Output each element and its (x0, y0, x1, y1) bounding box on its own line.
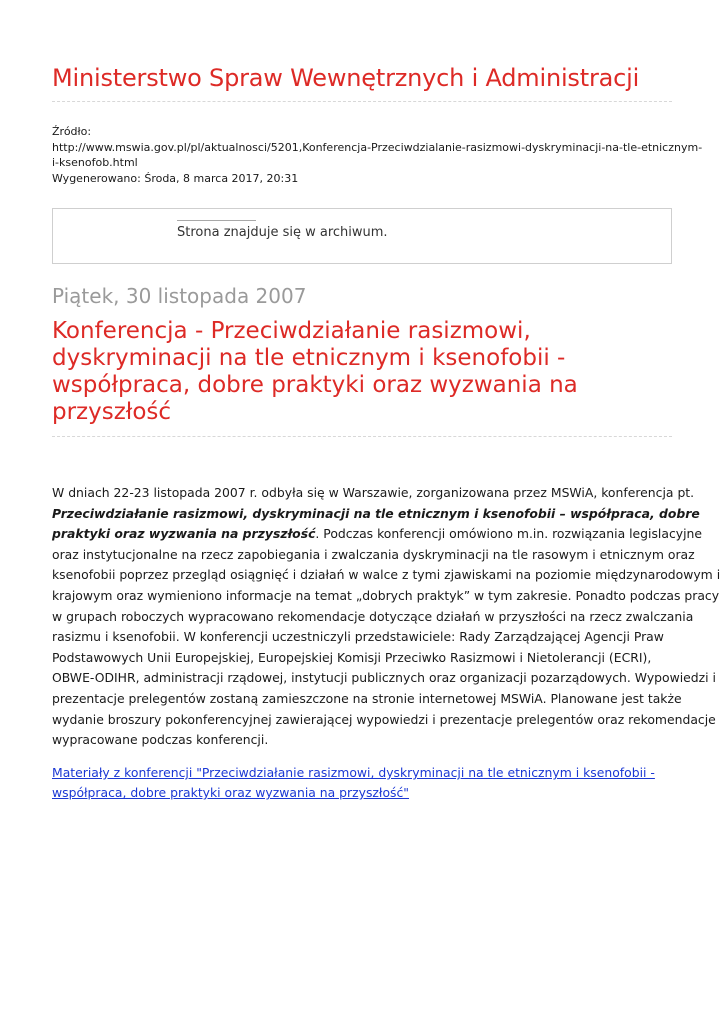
body-line: OBWE-ODIHR, administracji rządowej, instytucji publicznych oraz organizacji pozarządowych. Wypowiedzi i (52, 670, 716, 686)
article-title (52, 318, 672, 426)
body-text-span: . Podczas konferencji omówiono m.in. rozwiązania legislacyjne (315, 526, 703, 542)
body-line: wypracowane podczas konferencji. (52, 732, 269, 748)
title-divider (52, 436, 672, 437)
source-url-line-2: i-ksenofob.html (52, 156, 138, 169)
article-title-line: współpraca, dobre praktyki oraz wyzwania na (52, 372, 578, 398)
body-line: krajowym oraz wymieniono informacje na temat „dobrych praktyk” w tym zakresie. Ponadto podczas pracy (52, 587, 720, 603)
archive-notice-box (52, 208, 672, 264)
site-title: Ministerstwo Spraw Wewnętrznych i Administracji (52, 64, 640, 92)
body-line: oraz instytucjonalne na rzecz zapobiegania i zwalczania dyskryminacji na tle rasowym i etnicznym oraz (52, 546, 695, 562)
conference-materials-link[interactable] (52, 763, 672, 803)
conference-title-bold: Przeciwdziałanie rasizmowi, dyskryminacji na tle etnicznym i ksenofobii – współpraca, dobre (52, 505, 700, 521)
archive-notice-rule (177, 220, 256, 221)
header-divider (52, 101, 672, 102)
article-title-line: dyskryminacji na tle etnicznym i ksenofobii - (52, 345, 566, 371)
body-line: prezentacje prelegentów zostaną zamieszczone na stronie internetowej MSWiA. Planowane jest także (52, 690, 682, 706)
archive-notice-text: Strona znajduje się w archiwum. (177, 225, 388, 240)
article-title-line: przyszłość (52, 399, 172, 425)
article-body (52, 483, 721, 751)
body-line: wydanie broszury pokonferencyjnej zawierającej wypowiedzi i prezentacje prelegentów oraz rekomendacje (52, 711, 716, 727)
source-info (52, 124, 703, 186)
source-label: Źródło: (52, 125, 92, 138)
source-url-line-1: http://www.mswia.gov.pl/pl/aktualnosci/5201,Konferencja-Przeciwdzialanie-rasizmowi-dyskryminacji-na-tle-etnicznym- (52, 140, 703, 154)
body-line (52, 504, 700, 525)
body-line: Podstawowych Unii Europejskiej, Europejskiej Komisji Przeciwko Rasizmowi i Nietolerancji (ECRI), (52, 649, 652, 665)
link-line[interactable]: Materiały z konferencji "Przeciwdziałanie rasizmowi, dyskryminacji na tle etnicznym i ksenofobii - (52, 765, 655, 780)
body-line: rasizmu i ksenofobii. W konferencji uczestniczyli przedstawiciele: Rady Zarządzającej Agencji Praw (52, 629, 664, 645)
conference-title-bold: praktyki oraz wyzwania na przyszłość (52, 526, 316, 542)
article-title-line: Konferencja - Przeciwdziałanie rasizmowi, (52, 318, 531, 344)
link-line[interactable]: współpraca, dobre praktyki oraz wyzwania na przyszłość" (52, 785, 410, 800)
body-line (52, 524, 703, 545)
body-line: w grupach roboczych wypracowano rekomendacje dotyczące działań w przyszłości na rzecz zwalczania (52, 608, 694, 624)
body-line: ksenofobii poprzez przegląd osiągnięć i działań w walce z tymi zjawiskami na poziomie międzynarodowym i (52, 567, 721, 583)
article-date: Piątek, 30 listopada 2007 (52, 284, 307, 308)
generated-date: Wygenerowano: Środa, 8 marca 2017, 20:31 (52, 171, 299, 185)
body-line: W dniach 22-23 listopada 2007 r. odbyła się w Warszawie, zorganizowana przez MSWiA, konferencja pt. (52, 485, 695, 500)
